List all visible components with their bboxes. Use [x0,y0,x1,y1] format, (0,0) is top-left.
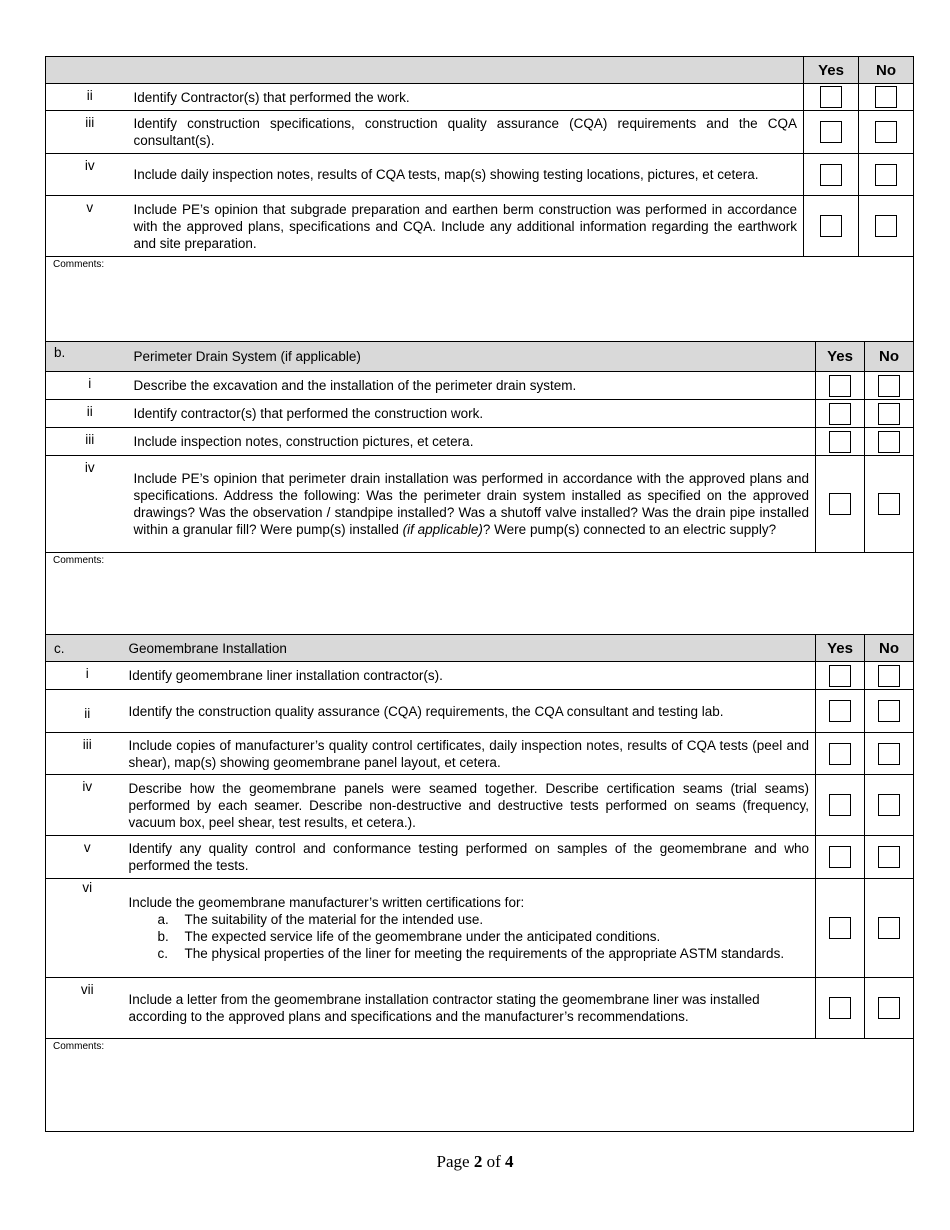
no-checkbox[interactable] [875,215,897,237]
yes-checkbox[interactable] [829,700,851,722]
item-number: iii [46,428,134,456]
table-row [46,428,914,456]
no-checkbox[interactable] [878,700,900,722]
item-text: Include daily inspection notes, results of CQA tests, map(s) showing testing locations, pictures, et cetera. [134,154,804,196]
item-number: iii [46,111,134,154]
no-checkbox[interactable] [878,375,900,397]
item-number: v [46,836,129,879]
section-letter: b. [46,342,134,372]
no-checkbox[interactable] [878,403,900,425]
section-c [45,634,913,1132]
item-number: ii [46,84,134,111]
item-text: Include inspection notes, construction pictures, et cetera. [134,428,816,456]
yes-checkbox[interactable] [829,431,851,453]
section-b-header [46,342,914,372]
table-row [46,154,914,196]
table-row [46,690,914,733]
item-text: Identify contractor(s) that performed the construction work. [134,400,816,428]
table-row [46,84,914,111]
section-a [45,56,913,343]
table-row [46,196,914,257]
comments-field[interactable] [46,1039,914,1132]
no-header: No [859,57,914,84]
item-number: ii [46,400,134,428]
yes-checkbox[interactable] [829,794,851,816]
current-page-number: 2 [473,1152,483,1171]
yes-header: Yes [816,342,865,372]
list-item: a. The suitability of the material for the intended use. [157,912,484,927]
comments-label: Comments: [53,259,105,270]
table-row [46,456,914,553]
section-a-header [46,57,914,84]
item-number: iv [46,775,129,836]
comments-field[interactable] [46,257,914,343]
item-number: iii [46,733,129,775]
section-c-header [46,635,914,662]
item-number: iv [46,456,134,553]
item-text: Include PE’s opinion that subgrade preparation and earthen berm construction was performed in accordance with the approved plans, specifications and CQA. Include any additional information regarding the earthwork and site preparation. [134,196,804,257]
item-number: ii [46,690,129,733]
yes-checkbox[interactable] [820,121,842,143]
yes-checkbox[interactable] [829,997,851,1019]
no-checkbox[interactable] [878,665,900,687]
item-intro: Include the geomembrane manufacturer’s written certifications for: [128,895,525,910]
yes-checkbox[interactable] [820,86,842,108]
item-text: Describe the excavation and the installation of the perimeter drain system. [134,372,816,400]
certification-list [129,911,810,962]
table-row [46,775,914,836]
no-header: No [865,635,914,662]
total-page-count: 4 [504,1152,514,1171]
no-checkbox[interactable] [875,86,897,108]
no-checkbox[interactable] [878,493,900,515]
comments-label: Comments: [53,1041,105,1052]
item-text: Identify construction specifications, construction quality assurance (CQA) requirements and the CQA consultant(s). [134,111,804,154]
yes-checkbox[interactable] [829,403,851,425]
yes-checkbox[interactable] [829,665,851,687]
no-header: No [865,342,914,372]
section-letter: c. [46,635,129,662]
list-item: b. The expected service life of the geomembrane under the anticipated conditions. [157,929,661,944]
item-number: i [46,372,134,400]
item-number: vii [46,978,129,1039]
table-row [46,372,914,400]
no-checkbox[interactable] [878,794,900,816]
table-row [46,879,914,978]
yes-checkbox[interactable] [829,375,851,397]
no-checkbox[interactable] [878,997,900,1019]
no-checkbox[interactable] [878,917,900,939]
page-footer: Page 2 of 4 [436,1152,514,1171]
no-checkbox[interactable] [878,431,900,453]
item-number: i [46,662,129,690]
table-row [46,111,914,154]
no-checkbox[interactable] [875,121,897,143]
table-row [46,733,914,775]
no-checkbox[interactable] [875,164,897,186]
item-text: Include a letter from the geomembrane installation contractor stating the geomembrane liner was installed according to the approved plans and specifications and the manufacturer’s recommendations. [129,978,816,1039]
list-item: c. The physical properties of the liner for meeting the requirements of the appropriate ASTM standards. [157,946,785,961]
item-text: Describe how the geomembrane panels were seamed together. Describe certification seams (trial seams) performed by each seamer. Describe non-destructive and destructive tests performed on seams (frequency, vacuum box, peel shear, test results, et cetera.). [129,775,816,836]
yes-checkbox[interactable] [820,215,842,237]
yes-checkbox[interactable] [829,917,851,939]
item-number: vi [46,879,129,978]
item-number: v [46,196,134,257]
yes-checkbox[interactable] [829,743,851,765]
item-text: Identify geomembrane liner installation contractor(s). [129,662,816,690]
table-row [46,836,914,879]
comments-label: Comments: [53,555,105,566]
item-text: Include PE’s opinion that perimeter drain installation was performed in accordance with the approved plans and specifications. Address the following: Was the perimeter drain system installed as specified on the approved drawings? Was the observation / standpipe installed? Was a shutoff valve installed? Was the drain pipe installed within a granular fill? Were pump(s) installed (if applicable)? Were pump(s) connected to an electric supply? [134,456,816,553]
yes-header: Yes [816,635,865,662]
yes-checkbox[interactable] [829,493,851,515]
comments-field[interactable] [46,553,914,639]
no-checkbox[interactable] [878,846,900,868]
yes-checkbox[interactable] [820,164,842,186]
section-title: Geomembrane Installation [129,635,816,662]
item-text: Identify Contractor(s) that performed the work. [134,84,804,111]
section-b [45,341,913,639]
item-number: iv [46,154,134,196]
table-row [46,978,914,1039]
item-text: Identify the construction quality assurance (CQA) requirements, the CQA consultant and testing lab. [129,690,816,733]
yes-checkbox[interactable] [829,846,851,868]
table-row [46,400,914,428]
no-checkbox[interactable] [878,743,900,765]
section-title: Perimeter Drain System (if applicable) [134,342,816,372]
item-text: Include copies of manufacturer’s quality control certificates, daily inspection notes, results of CQA tests (peel and shear), map(s) showing geomembrane panel layout, et cetera. [129,733,816,775]
yes-header: Yes [804,57,859,84]
if-applicable-note: (if applicable) [402,522,483,537]
table-row [46,662,914,690]
item-text [129,879,816,978]
item-text: Identify any quality control and conformance testing performed on samples of the geomembrane and who performed the tests. [129,836,816,879]
